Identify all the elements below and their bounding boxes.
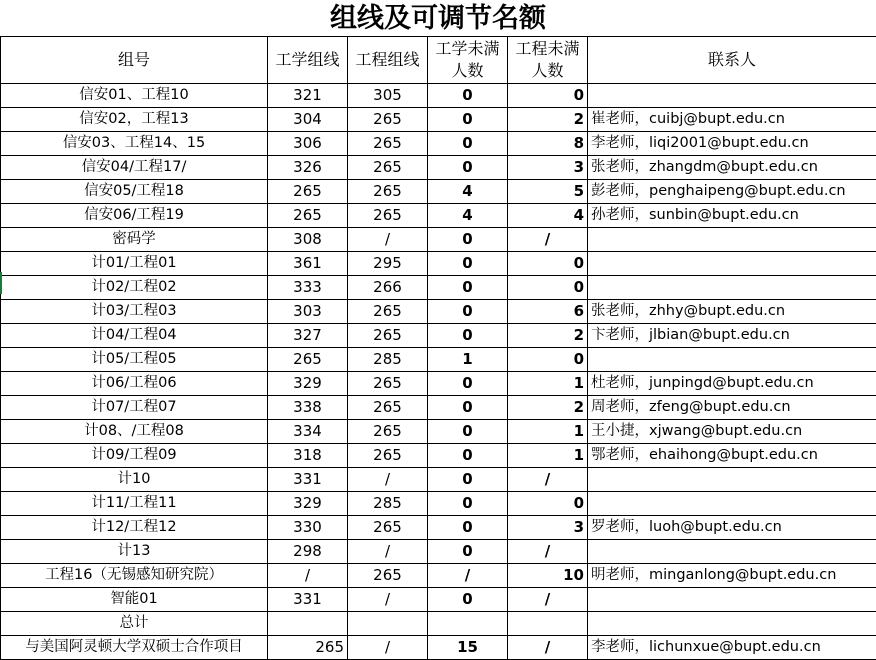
group-cell[interactable]: 计10 <box>1 468 268 492</box>
gx-open-cell[interactable]: 0 <box>428 420 508 444</box>
contact-cell[interactable] <box>588 276 876 300</box>
gx-line-cell[interactable]: 326 <box>268 156 348 180</box>
contact-cell[interactable]: 鄂老师，ehaihong@bupt.edu.cn <box>588 444 876 468</box>
gc-open-cell[interactable]: 6 <box>508 300 588 324</box>
group-cell[interactable]: 信安06/工程19 <box>1 204 268 228</box>
gc-line-cell[interactable]: 265 <box>348 300 428 324</box>
gc-open-cell[interactable] <box>508 612 588 636</box>
gc-line-cell[interactable]: 265 <box>348 420 428 444</box>
gc-open-cell[interactable]: 5 <box>508 180 588 204</box>
table-row <box>1 420 876 444</box>
gx-open-cell[interactable]: 0 <box>428 588 508 612</box>
gx-open-cell[interactable]: 0 <box>428 540 508 564</box>
group-cell[interactable]: 信安01、工程10 <box>1 84 268 108</box>
gx-open-cell[interactable]: 0 <box>428 252 508 276</box>
gx-open-cell[interactable]: 0 <box>428 372 508 396</box>
gc-open-cell[interactable]: 10 <box>508 564 588 588</box>
gx-open-cell[interactable]: 0 <box>428 228 508 252</box>
group-cell[interactable]: 计07/工程07 <box>1 396 268 420</box>
table-row <box>1 348 876 372</box>
gx-open-cell[interactable]: 0 <box>428 132 508 156</box>
gc-line-cell[interactable]: / <box>348 228 428 252</box>
gc-line-cell[interactable]: 265 <box>348 372 428 396</box>
gc-open-cell[interactable]: 2 <box>508 108 588 132</box>
header-contact[interactable]: 联系人 <box>588 37 876 84</box>
gc-open-cell[interactable]: / <box>508 468 588 492</box>
contact-cell[interactable] <box>588 468 876 492</box>
gc-line-cell[interactable]: / <box>348 468 428 492</box>
gc-open-cell[interactable]: 3 <box>508 516 588 540</box>
gc-open-cell[interactable]: / <box>508 228 588 252</box>
contact-cell[interactable] <box>588 492 876 516</box>
contact-cell[interactable] <box>588 252 876 276</box>
table-row <box>1 132 876 156</box>
gx-line-cell[interactable]: 333 <box>268 276 348 300</box>
contact-cell[interactable]: 罗老师，luoh@bupt.edu.cn <box>588 516 876 540</box>
table-row <box>1 468 876 492</box>
gc-open-cell[interactable]: 2 <box>508 324 588 348</box>
gc-line-cell[interactable] <box>348 612 428 636</box>
contact-cell[interactable] <box>588 588 876 612</box>
contact-cell[interactable]: 彭老师，penghaipeng@bupt.edu.cn <box>588 180 876 204</box>
gx-line-cell[interactable]: 331 <box>268 468 348 492</box>
contact-cell[interactable]: 王小捷，xjwang@bupt.edu.cn <box>588 420 876 444</box>
gc-open-cell[interactable]: 1 <box>508 372 588 396</box>
gx-open-cell[interactable]: / <box>428 564 508 588</box>
gx-line-cell[interactable]: 265 <box>268 180 348 204</box>
contact-cell[interactable] <box>588 348 876 372</box>
gc-open-cell[interactable]: / <box>508 588 588 612</box>
contact-cell[interactable]: 李老师，lichunxue@bupt.edu.cn <box>588 636 876 660</box>
table-row <box>1 636 876 660</box>
gc-open-cell[interactable]: / <box>508 540 588 564</box>
group-cell[interactable]: 计05/工程05 <box>1 348 268 372</box>
header-gc-open[interactable]: 工程未满人数 <box>508 37 588 84</box>
group-cell[interactable]: 密码学 <box>1 228 268 252</box>
table-row <box>1 492 876 516</box>
table-row <box>1 588 876 612</box>
gx-open-cell[interactable]: 0 <box>428 492 508 516</box>
gx-line-cell[interactable]: 327 <box>268 324 348 348</box>
table-row <box>1 276 876 300</box>
contact-cell[interactable]: 周老师，zfeng@bupt.edu.cn <box>588 396 876 420</box>
gc-open-cell[interactable]: / <box>508 636 588 660</box>
quota-table <box>0 36 876 660</box>
gx-open-cell[interactable]: 0 <box>428 156 508 180</box>
group-cell[interactable]: 总计 <box>1 612 268 636</box>
gc-open-cell[interactable]: 3 <box>508 156 588 180</box>
contact-cell[interactable] <box>588 540 876 564</box>
gx-line-cell[interactable]: 321 <box>268 84 348 108</box>
table-row <box>1 108 876 132</box>
group-cell[interactable]: 智能01 <box>1 588 268 612</box>
table-row <box>1 204 876 228</box>
gx-open-cell[interactable]: 4 <box>428 180 508 204</box>
table-row <box>1 156 876 180</box>
gx-line-cell[interactable]: 306 <box>268 132 348 156</box>
gc-line-cell[interactable]: 295 <box>348 252 428 276</box>
gc-line-cell[interactable]: 265 <box>348 132 428 156</box>
group-cell[interactable]: 计01/工程01 <box>1 252 268 276</box>
gc-open-cell[interactable]: 1 <box>508 444 588 468</box>
table-row <box>1 300 876 324</box>
contact-cell[interactable] <box>588 228 876 252</box>
gc-line-cell[interactable]: / <box>348 636 428 660</box>
group-cell[interactable]: 工程16（无锡感知研究院） <box>1 564 268 588</box>
gc-line-cell[interactable]: 265 <box>348 396 428 420</box>
table-row <box>1 324 876 348</box>
gx-open-cell[interactable]: 4 <box>428 204 508 228</box>
gc-line-cell[interactable]: 285 <box>348 492 428 516</box>
gc-open-cell[interactable]: 2 <box>508 396 588 420</box>
gx-open-cell[interactable]: 0 <box>428 444 508 468</box>
gx-line-cell[interactable]: 318 <box>268 444 348 468</box>
gx-line-cell[interactable]: 330 <box>268 516 348 540</box>
table-row <box>1 396 876 420</box>
gx-open-cell[interactable]: 15 <box>428 636 508 660</box>
gc-open-cell[interactable]: 0 <box>508 84 588 108</box>
gx-line-cell[interactable] <box>268 612 348 636</box>
gx-line-cell[interactable]: 265 <box>268 348 348 372</box>
gx-line-cell[interactable]: 304 <box>268 108 348 132</box>
gx-line-cell[interactable]: 303 <box>268 300 348 324</box>
sheet-edge-marker <box>0 272 2 294</box>
contact-cell[interactable]: 杜老师，junpingd@bupt.edu.cn <box>588 372 876 396</box>
gc-line-cell[interactable]: 265 <box>348 444 428 468</box>
group-cell[interactable]: 信安03、工程14、15 <box>1 132 268 156</box>
group-cell[interactable]: 信安04/工程17/ <box>1 156 268 180</box>
gx-line-cell[interactable]: 361 <box>268 252 348 276</box>
gx-open-cell[interactable]: 1 <box>428 348 508 372</box>
gc-line-cell[interactable]: / <box>348 540 428 564</box>
gc-open-cell[interactable]: 0 <box>508 492 588 516</box>
group-cell[interactable]: 计03/工程03 <box>1 300 268 324</box>
table-row <box>1 564 876 588</box>
header-gx-line[interactable]: 工学组线 <box>268 37 348 84</box>
group-cell[interactable]: 信安05/工程18 <box>1 180 268 204</box>
group-cell[interactable]: 计11/工程11 <box>1 492 268 516</box>
contact-cell[interactable]: 张老师，zhhy@bupt.edu.cn <box>588 300 876 324</box>
gx-line-cell[interactable]: 334 <box>268 420 348 444</box>
table-row <box>1 180 876 204</box>
gx-open-cell[interactable] <box>428 612 508 636</box>
contact-cell[interactable]: 卞老师，jlbian@bupt.edu.cn <box>588 324 876 348</box>
gx-line-cell[interactable]: 308 <box>268 228 348 252</box>
group-cell[interactable]: 计02/工程02 <box>1 276 268 300</box>
header-group[interactable]: 组号 <box>1 37 268 84</box>
gc-line-cell[interactable]: 305 <box>348 84 428 108</box>
gx-open-cell[interactable]: 0 <box>428 516 508 540</box>
gc-open-cell[interactable]: 4 <box>508 204 588 228</box>
gc-line-cell[interactable]: 285 <box>348 348 428 372</box>
sheet-title: 组线及可调节名额 <box>0 0 876 36</box>
gx-line-cell[interactable]: 331 <box>268 588 348 612</box>
table-row <box>1 252 876 276</box>
gc-open-cell[interactable]: 8 <box>508 132 588 156</box>
contact-cell[interactable]: 崔老师，cuibj@bupt.edu.cn <box>588 108 876 132</box>
gc-line-cell[interactable]: 265 <box>348 324 428 348</box>
group-cell[interactable]: 计04/工程04 <box>1 324 268 348</box>
gx-open-cell[interactable]: 0 <box>428 468 508 492</box>
gx-line-cell[interactable]: 338 <box>268 396 348 420</box>
contact-cell[interactable] <box>588 612 876 636</box>
table-row <box>1 612 876 636</box>
gx-line-cell[interactable]: 265 <box>268 636 348 660</box>
group-cell[interactable]: 计09/工程09 <box>1 444 268 468</box>
gx-line-cell[interactable]: / <box>268 564 348 588</box>
gc-line-cell[interactable]: 265 <box>348 564 428 588</box>
gc-open-cell[interactable]: 1 <box>508 420 588 444</box>
table-row <box>1 228 876 252</box>
gx-open-cell[interactable]: 0 <box>428 108 508 132</box>
group-cell[interactable]: 计12/工程12 <box>1 516 268 540</box>
header-row <box>1 37 876 84</box>
gc-line-cell[interactable]: 265 <box>348 516 428 540</box>
gx-open-cell[interactable]: 0 <box>428 324 508 348</box>
gc-line-cell[interactable]: 265 <box>348 180 428 204</box>
gx-line-cell[interactable]: 265 <box>268 204 348 228</box>
gx-open-cell[interactable]: 0 <box>428 300 508 324</box>
table-row <box>1 516 876 540</box>
gc-open-cell[interactable]: 0 <box>508 348 588 372</box>
contact-cell[interactable] <box>588 84 876 108</box>
table-row <box>1 84 876 108</box>
gx-line-cell[interactable]: 329 <box>268 372 348 396</box>
gc-open-cell[interactable]: 0 <box>508 276 588 300</box>
gc-line-cell[interactable]: 265 <box>348 108 428 132</box>
contact-cell[interactable]: 明老师，minganlong@bupt.edu.cn <box>588 564 876 588</box>
gx-line-cell[interactable]: 329 <box>268 492 348 516</box>
group-cell[interactable]: 计06/工程06 <box>1 372 268 396</box>
gx-line-cell[interactable]: 298 <box>268 540 348 564</box>
contact-cell[interactable]: 李老师，liqi2001@bupt.edu.cn <box>588 132 876 156</box>
contact-cell[interactable]: 张老师，zhangdm@bupt.edu.cn <box>588 156 876 180</box>
group-cell[interactable]: 与美国阿灵顿大学双硕士合作项目 <box>1 636 268 660</box>
gc-line-cell[interactable]: 265 <box>348 204 428 228</box>
gc-line-cell[interactable]: 266 <box>348 276 428 300</box>
gx-open-cell[interactable]: 0 <box>428 84 508 108</box>
table-row <box>1 540 876 564</box>
table-row <box>1 372 876 396</box>
group-cell[interactable]: 计08、/工程08 <box>1 420 268 444</box>
contact-cell[interactable]: 孙老师，sunbin@bupt.edu.cn <box>588 204 876 228</box>
table-row <box>1 444 876 468</box>
gc-line-cell[interactable]: 265 <box>348 156 428 180</box>
gx-open-cell[interactable]: 0 <box>428 276 508 300</box>
gc-line-cell[interactable]: / <box>348 588 428 612</box>
group-cell[interactable]: 信安02，工程13 <box>1 108 268 132</box>
group-cell[interactable]: 计13 <box>1 540 268 564</box>
header-gx-open[interactable]: 工学未满人数 <box>428 37 508 84</box>
gx-open-cell[interactable]: 0 <box>428 396 508 420</box>
header-gc-line[interactable]: 工程组线 <box>348 37 428 84</box>
gc-open-cell[interactable]: 0 <box>508 252 588 276</box>
